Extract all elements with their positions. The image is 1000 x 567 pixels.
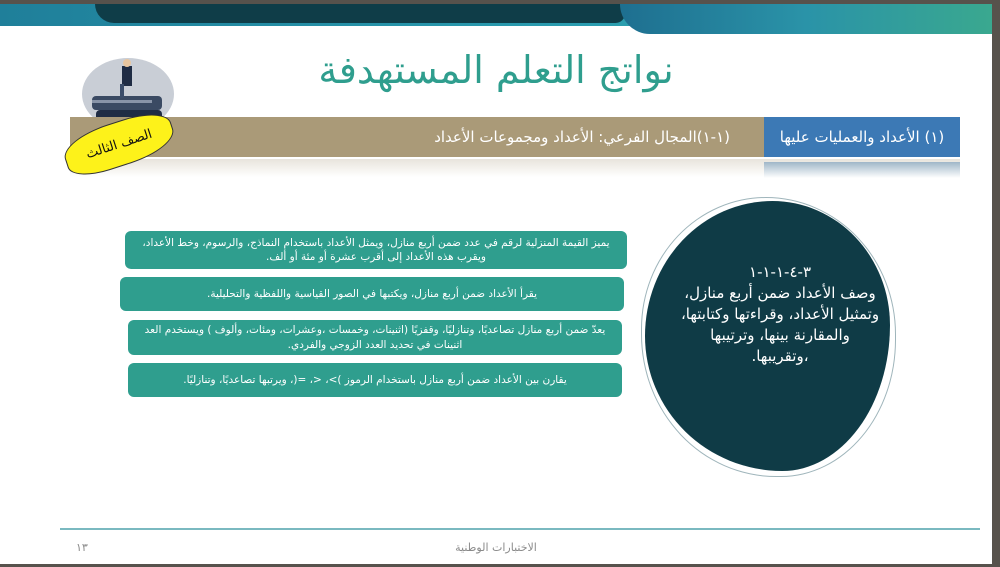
domain-bar <box>70 117 960 157</box>
outcome-card: يعدّ ضمن أربع منازل تصاعديًا، وتنازليًا، وقفزيًا (اثنينات، وخمسات ،وعشرات، ومئات، وألوف ) ويستخدم العد اثنينات في تحديد العدد الزوجي والفردي. <box>128 320 622 355</box>
sub-domain-label: (١-١)المجال الفرعي: الأعداد ومجموعات الأعداد <box>434 128 730 146</box>
outcome-card: يميز القيمة المنزلية لرقم في عدد ضمن أربع منازل، ويمثل الأعداد باستخدام النماذج، والرسوم، وخط الأعداد، ويقرب هذه الأعداد إلى أقرب عشرة أو مئة أو ألف. <box>125 231 627 269</box>
top-banner-dark-shape <box>95 4 625 23</box>
standard-text-block <box>680 262 880 367</box>
slide <box>0 4 992 564</box>
grade-badge: الصف الثالث <box>59 106 179 182</box>
page-title: نواتج التعلم المستهدفة <box>318 48 674 92</box>
standard-code: ٣-٤-١-١-١ <box>749 263 811 281</box>
outcome-card: يقرأ الأعداد ضمن أربع منازل، ويكتبها في الصور القياسية واللفظية والتحليلية. <box>120 277 624 311</box>
footer-title: الاختبارات الوطنية <box>455 541 537 554</box>
standard-description: وصف الأعداد ضمن أربع منازل، وتمثيل الأعداد، وقراءتها وكتابتها، والمقارنة بينها، وترتيبها ،وتقريبها. <box>680 284 880 365</box>
bar-shadow-blue <box>764 162 960 178</box>
footer-divider <box>60 528 980 530</box>
outcome-card: يقارن بين الأعداد ضمن أربع منازل باستخدام الرموز )>، <، =(، ويرتبها تصاعديًا، وتنازليًا. <box>128 363 622 397</box>
top-banner-curve <box>620 4 992 34</box>
page-number: ١٣ <box>76 541 88 554</box>
main-domain-label: (١) الأعداد والعمليات عليها <box>764 117 960 157</box>
